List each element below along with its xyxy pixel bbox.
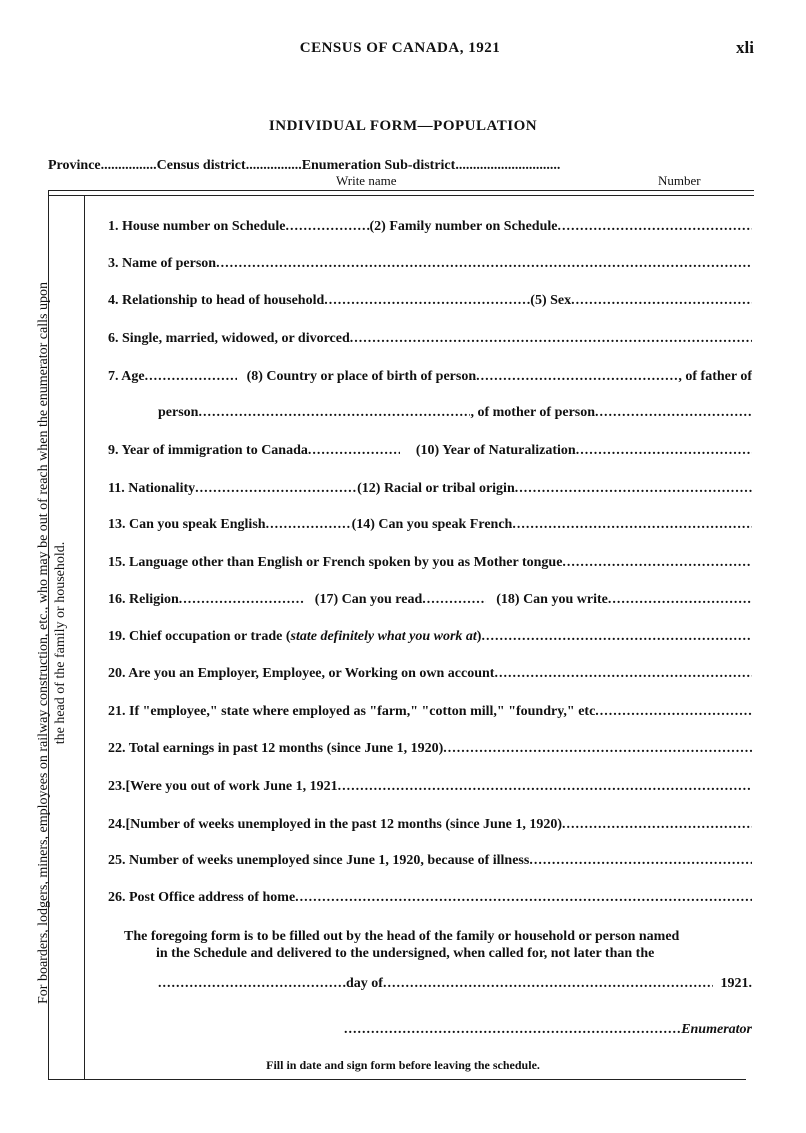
q3-field[interactable] xyxy=(216,256,752,272)
running-title: CENSUS OF CANADA, 1921 xyxy=(299,40,501,56)
header-fields-line xyxy=(48,158,754,174)
enumerator-signature-field[interactable] xyxy=(344,1022,681,1038)
q25-label: 25. Number of weeks unemployed since June 1, 1920, because of illness xyxy=(108,853,530,868)
column-divider xyxy=(84,195,85,1080)
top-rule xyxy=(48,190,754,191)
side-note xyxy=(35,153,81,1133)
instructions xyxy=(124,928,752,962)
q15-field[interactable] xyxy=(562,555,752,571)
province-dots: ................ xyxy=(100,158,157,173)
enumerator-label: Enumerator xyxy=(681,1022,752,1037)
q5-field[interactable] xyxy=(571,293,752,309)
question-4-5 xyxy=(108,293,752,309)
number-label: Number xyxy=(658,173,701,188)
q4-label: 4. Relationship to head of household xyxy=(108,293,325,308)
q19-label: 19. Chief occupation or trade ( xyxy=(108,629,291,644)
question-9-10 xyxy=(108,443,752,459)
q26-label: 26. Post Office address of home xyxy=(108,890,296,905)
q6-label: 6. Single, married, widowed, or divorced xyxy=(108,331,350,346)
province-label: Province xyxy=(48,158,101,173)
q11-label: 11. Nationality xyxy=(108,481,196,496)
q14-field[interactable] xyxy=(512,517,752,533)
year-label: 1921. xyxy=(720,976,752,991)
q19-close: ) xyxy=(476,629,482,644)
instructions-line-2: in the Schedule and delivered to the undersigned, when called for, not later than the xyxy=(156,946,655,961)
q12-field[interactable] xyxy=(515,481,752,497)
q17-label: (17) Can you read xyxy=(314,592,423,607)
q10-label: (10) Year of Naturalization xyxy=(415,443,576,458)
q20-label: 20. Are you an Employer, Employee, or Working on own account xyxy=(108,666,495,681)
census-district-label: Census district xyxy=(156,158,246,173)
q1-label: 1. House number on Schedule xyxy=(108,219,286,234)
q16-field[interactable] xyxy=(179,592,305,608)
question-19 xyxy=(108,629,752,645)
q19-instruction: state definitely what you work at xyxy=(290,629,477,644)
q6-field[interactable] xyxy=(350,331,752,347)
enumerator-line xyxy=(344,1022,752,1038)
q23-field[interactable] xyxy=(338,779,752,795)
date-line xyxy=(158,976,752,992)
q7-label: 7. Age xyxy=(108,369,145,384)
month-field[interactable] xyxy=(383,976,713,992)
question-1-2 xyxy=(108,219,752,235)
q17-field[interactable] xyxy=(422,592,486,608)
question-21 xyxy=(108,704,752,720)
question-13-14 xyxy=(108,517,752,533)
question-6 xyxy=(108,331,752,347)
instructions-line-1: The foregoing form is to be filled out by the head of the family or household or person named xyxy=(124,929,680,944)
q22-label: 22. Total earnings in past 12 months (since June 1, 1920) xyxy=(108,741,444,756)
question-3 xyxy=(108,256,752,272)
q12-label: (12) Racial or tribal origin xyxy=(357,481,515,496)
q25-field[interactable] xyxy=(529,853,752,869)
q26-field[interactable] xyxy=(295,890,752,906)
question-24 xyxy=(108,817,752,833)
enumeration-sub-district-label: Enumeration Sub-district xyxy=(301,158,456,173)
q9-label: 9. Year of immigration to Canada xyxy=(108,443,308,458)
q11-field[interactable] xyxy=(195,481,357,497)
question-25 xyxy=(108,853,752,869)
q8-field[interactable] xyxy=(476,369,678,385)
q1-field[interactable] xyxy=(286,219,370,235)
form-title: INDIVIDUAL FORM—POPULATION xyxy=(268,118,538,134)
side-note-line-2: the head of the family or household. xyxy=(53,541,68,745)
write-name-label: Write name xyxy=(336,173,397,188)
q22-field[interactable] xyxy=(443,741,752,757)
q21-field[interactable] xyxy=(595,704,752,720)
q8-label: (8) Country or place of birth of person xyxy=(246,369,477,384)
question-23 xyxy=(108,779,752,795)
footer-note: Fill in date and sign form before leaving the schedule. xyxy=(266,1058,540,1072)
question-7-8 xyxy=(108,369,752,385)
q18-field[interactable] xyxy=(608,592,752,608)
q8-mother-label: , of mother of person xyxy=(470,405,596,420)
q20-field[interactable] xyxy=(494,666,752,682)
top-rule-double xyxy=(48,195,754,196)
enumeration-sub-district-dots: .............................. xyxy=(455,158,561,173)
question-8-continued xyxy=(158,405,752,421)
q8-father-label: , of father of xyxy=(678,369,752,384)
q16-label: 16. Religion xyxy=(108,592,179,607)
q7-field[interactable] xyxy=(145,369,237,385)
q19-field[interactable] xyxy=(481,629,752,645)
q18-label: (18) Can you write xyxy=(496,592,608,607)
q13-field[interactable] xyxy=(266,517,352,533)
q10-field[interactable] xyxy=(576,443,752,459)
question-22 xyxy=(108,741,752,757)
q2-field[interactable] xyxy=(557,219,752,235)
q15-label: 15. Language other than English or French spoken by you as Mother tongue xyxy=(108,555,563,570)
q24-field[interactable] xyxy=(562,817,752,833)
side-note-line-1: For boarders, lodgers, miners, employees on railway construction, etc., who may be out of reach when the enumerator calls upon xyxy=(36,282,51,1004)
q2-label: (2) Family number on Schedule xyxy=(369,219,558,234)
q23-label: 23.[Were you out of work June 1, 1921 xyxy=(108,779,338,794)
q5-label: (5) Sex xyxy=(530,293,572,308)
q24-label: 24.[Number of weeks unemployed in the past 12 months (since June 1, 1920) xyxy=(108,817,562,832)
question-11-12 xyxy=(108,481,752,497)
question-16-18 xyxy=(108,592,752,608)
q8-father-field[interactable] xyxy=(198,405,470,421)
census-district-dots: ................ xyxy=(245,158,302,173)
day-of-label: day of xyxy=(346,976,383,991)
q21-label: 21. If "employee," state where employed as "farm," "cotton mill," "foundry," etc xyxy=(108,704,596,719)
q3-label: 3. Name of person xyxy=(108,256,217,271)
question-15 xyxy=(108,555,752,571)
q4-field[interactable] xyxy=(324,293,530,309)
q13-label: 13. Can you speak English xyxy=(108,517,266,532)
question-26 xyxy=(108,890,752,906)
question-20 xyxy=(108,666,752,682)
bottom-rule xyxy=(48,1079,746,1080)
q8-person-label: person xyxy=(158,405,199,420)
q8-mother-field[interactable] xyxy=(595,405,752,421)
q9-field[interactable] xyxy=(308,443,400,459)
page-number: xli xyxy=(736,38,754,57)
day-field[interactable] xyxy=(158,976,346,992)
q14-label: (14) Can you speak French xyxy=(351,517,513,532)
